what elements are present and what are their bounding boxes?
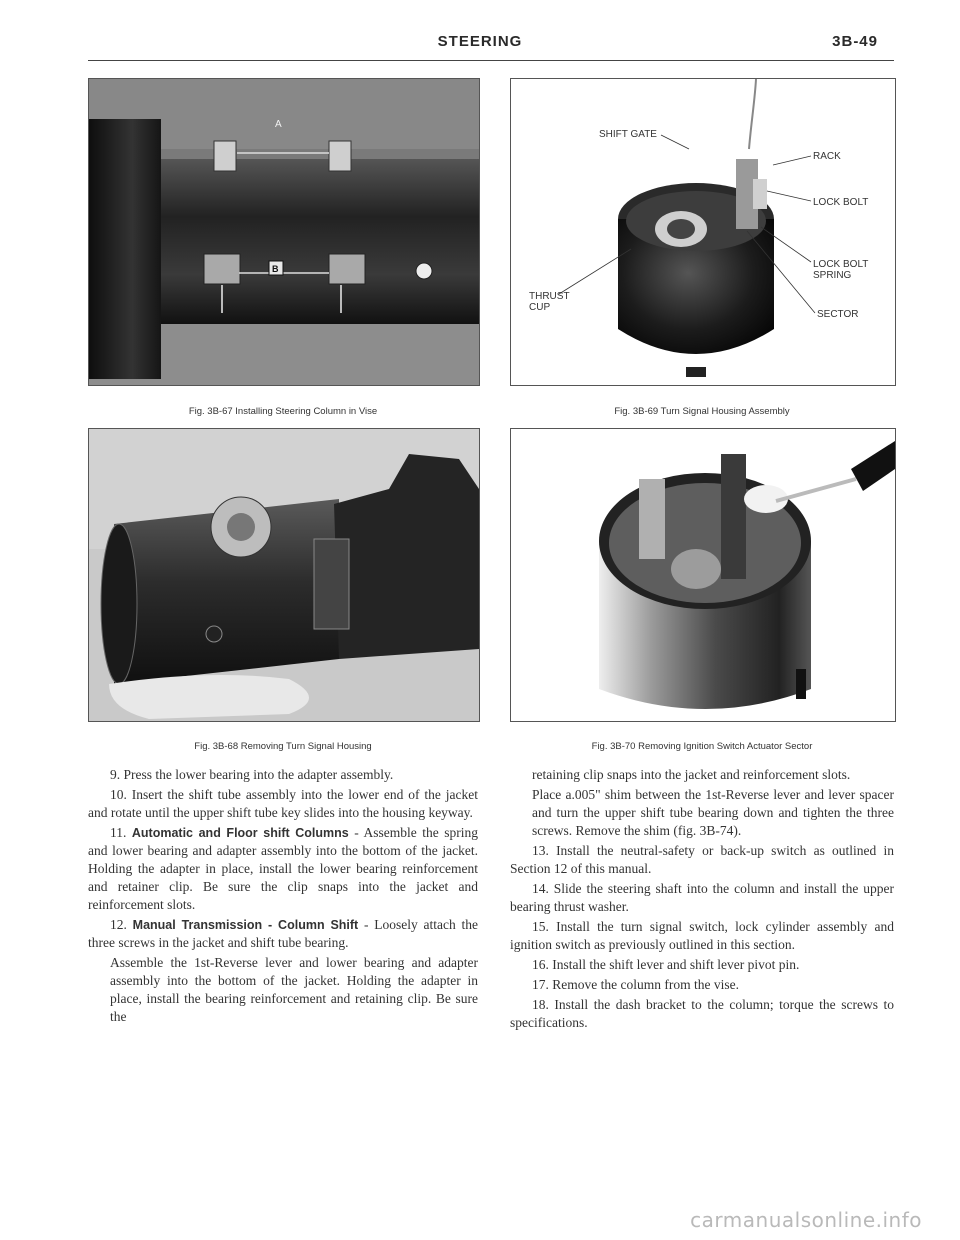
left-column-text	[88, 766, 478, 1028]
callout-rack: RACK	[813, 151, 841, 162]
step-10: 10. Insert the shift tube assembly into the lower end of the jacket and rotate until the upper shift tube key slides into the housing keyway.	[88, 787, 478, 820]
step-9: 9. Press the lower bearing into the adapter assembly.	[110, 767, 394, 782]
figure-69-caption: Fig. 3B-69 Turn Signal Housing Assembly	[614, 406, 790, 417]
right-column-text	[510, 766, 894, 1034]
callout-shift-gate: SHIFT GATE	[599, 129, 657, 140]
step-12-heading: Manual Transmission - Column Shift	[132, 918, 359, 932]
callout-thrust-cup-line1: THRUST	[529, 291, 570, 302]
step-14: 14. Slide the steering shaft into the column and install the upper bearing thrust washer.	[510, 881, 894, 914]
callout-sector: SECTOR	[817, 309, 859, 320]
shim-instruction: Place a.005" shim between the 1st-Reverse lever and lever spacer and turn the upper shift tube bearing down and tighten the three screws. Remove the shim (fig. 3B-74).	[532, 787, 894, 838]
running-header-title: STEERING	[437, 33, 523, 50]
step-12-body: - Loosely attach the three screws in the jacket and shift tube bearing.	[88, 917, 478, 950]
callout-lock-bolt-spring-line2: SPRING	[813, 270, 852, 281]
page-number: 3B-49	[832, 33, 878, 50]
header-rule	[88, 60, 894, 61]
label-a: A	[275, 119, 282, 130]
step-11	[88, 824, 478, 914]
figure-69-photo	[510, 78, 896, 386]
figure-70-photo	[510, 428, 896, 722]
figure-67-photo	[88, 78, 480, 386]
label-b: B	[272, 264, 279, 274]
step-13: 13. Install the neutral-safety or back-up switch as outlined in Section 12 of this manual.	[510, 843, 894, 876]
callout-lock-bolt-spring-line1: LOCK BOLT	[813, 259, 869, 270]
callout-thrust-cup-line2: CUP	[529, 302, 551, 313]
step-17: 17. Remove the column from the vise.	[532, 977, 739, 992]
step-11-number: 11.	[110, 825, 127, 840]
step-15: 15. Install the turn signal switch, lock cylinder assembly and ignition switch as previously outlined in this section.	[510, 919, 894, 952]
figure-70-caption: Fig. 3B-70 Removing Ignition Switch Actuator Sector	[591, 741, 813, 752]
step-12-number: 12.	[110, 917, 127, 932]
figure-68-photo	[88, 428, 480, 722]
step-11-body: - Assemble the spring and lower bearing and adapter assembly into the bottom of the jacket. Holding the adapter in place, install the lower bearing reinforcement and retainer clip. Be sure the clip snaps into the jacket and reinforcement slots.	[88, 825, 478, 912]
step-12	[88, 916, 478, 952]
step-12-continued: retaining clip snaps into the jacket and reinforcement slots.	[532, 767, 851, 782]
figure-68-caption: Fig. 3B-68 Removing Turn Signal Housing	[194, 741, 372, 752]
step-18: 18. Install the dash bracket to the column; torque the screws to specifications.	[510, 997, 894, 1030]
watermark: carmanualsonline.info	[690, 1208, 922, 1232]
figure-67-caption: Fig. 3B-67 Installing Steering Column in Vise	[188, 406, 378, 417]
step-16: 16. Install the shift lever and shift lever pivot pin.	[532, 957, 800, 972]
step-12-detail: Assemble the 1st-Reverse lever and lower bearing and adapter assembly into the bottom of the jacket. Holding the adapter in place, install the bearing reinforcement and retaining clip. Be sure the	[110, 955, 478, 1024]
step-11-heading: Automatic and Floor shift Columns	[131, 826, 349, 840]
callout-lock-bolt: LOCK BOLT	[813, 197, 869, 208]
